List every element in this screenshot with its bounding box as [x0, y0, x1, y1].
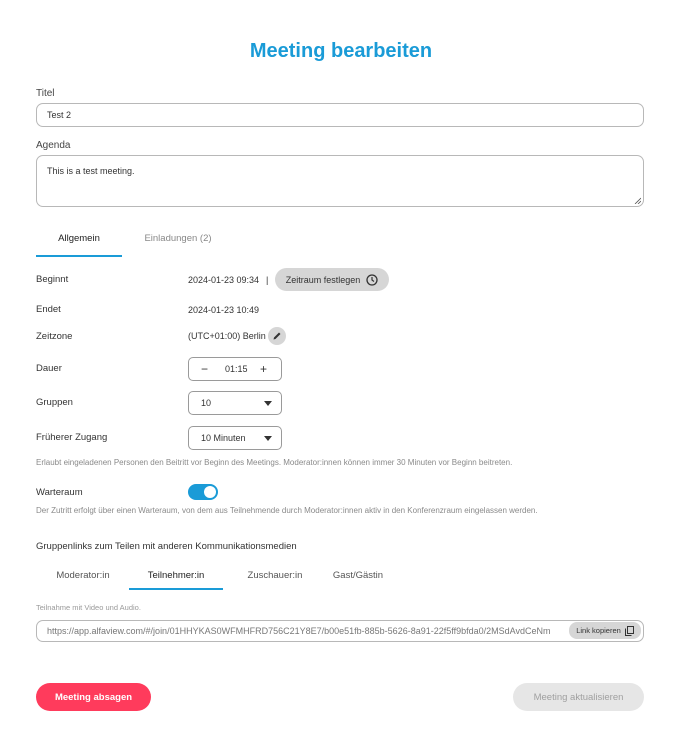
caret-down-icon	[264, 436, 272, 441]
duration-plus-button[interactable]: +	[260, 362, 268, 376]
groups-select[interactable]	[188, 391, 282, 415]
duration-minus-button[interactable]: −	[201, 362, 209, 376]
page-title: Meeting bearbeiten	[249, 40, 433, 62]
tab-zuschauer[interactable]: Zuschauer:in	[247, 570, 303, 581]
waiting-room-label: Warteraum	[36, 487, 83, 498]
begins-value: 2024-01-23 09:34	[188, 275, 260, 285]
pencil-icon	[272, 331, 282, 341]
tab-moderator[interactable]: Moderator:in	[56, 570, 110, 581]
early-access-label: Früherer Zugang	[36, 432, 108, 443]
agenda-text: This is a test meeting.	[47, 166, 135, 176]
tab-gast[interactable]: Gast/Gästin	[332, 570, 384, 581]
waiting-room-toggle[interactable]	[188, 484, 218, 500]
tab-einladungen[interactable]: Einladungen (2)	[144, 233, 212, 244]
group-link-field[interactable]	[36, 620, 644, 642]
caret-down-icon	[264, 401, 272, 406]
tab-teilnehmer[interactable]: Teilnehmer:in	[147, 570, 205, 581]
group-link-description: Teilnahme mit Video und Audio.	[36, 603, 141, 612]
cancel-meeting-button[interactable]	[36, 683, 151, 711]
clock-icon	[366, 274, 378, 286]
group-links-heading: Gruppenlinks zum Teilen mit anderen Kommunikationsmedien	[36, 541, 297, 552]
ends-label: Endet	[36, 304, 61, 315]
resize-handle-icon[interactable]	[634, 197, 641, 204]
group-link-text: https://app.alfaview.com/#/join/01HHYKAS0WFMHFRD756C21Y8E7/b00e51fb-885b-5626-8a91-22f5ff9bfda0/2MSdAvdCeNm	[47, 626, 551, 636]
cancel-meeting-label: Meeting absagen	[54, 691, 133, 703]
set-timerange-label: Zeitraum festlegen	[285, 274, 361, 285]
groups-value: 10	[201, 398, 212, 408]
duration-stepper[interactable]	[188, 357, 282, 381]
early-access-select[interactable]	[188, 426, 282, 450]
ends-value: 2024-01-23 10:49	[188, 305, 260, 315]
timezone-label: Zeitzone	[36, 331, 73, 342]
waiting-room-help: Der Zutritt erfolgt über einen Warteraum, von dem aus Teilnehmende durch Moderator:innen aktiv in den Konferenzraum eingelassen werden.	[36, 506, 538, 515]
duration-label: Dauer	[36, 363, 62, 374]
timezone-value: (UTC+01:00) Berlin	[188, 331, 266, 341]
update-meeting-label: Meeting aktualisieren	[533, 691, 624, 703]
copy-link-label: Link kopieren	[576, 626, 621, 635]
agenda-textarea[interactable]	[36, 155, 644, 207]
agenda-label: Agenda	[36, 140, 71, 151]
update-meeting-button[interactable]	[513, 683, 644, 711]
groups-label: Gruppen	[36, 397, 73, 408]
set-timerange-button[interactable]	[275, 268, 389, 291]
tab-allgemein[interactable]: Allgemein	[58, 233, 100, 244]
copy-icon	[625, 626, 634, 636]
group-tab-active-indicator	[129, 588, 223, 590]
toggle-knob	[204, 486, 216, 498]
early-access-help: Erlaubt eingeladenen Personen den Beitritt vor Beginn des Meetings. Moderator:innen können immer 30 Minuten vor Beginn beitreten.	[36, 458, 513, 467]
early-access-value: 10 Minuten	[201, 433, 246, 443]
title-label: Titel	[36, 88, 55, 99]
duration-value: 01:15	[225, 364, 248, 374]
tab-active-indicator	[36, 255, 122, 257]
edit-timezone-button[interactable]	[268, 327, 286, 345]
title-input[interactable]: Test 2	[36, 103, 644, 127]
copy-link-button[interactable]	[569, 622, 641, 639]
begins-label: Beginnt	[36, 274, 69, 285]
begins-separator: |	[266, 275, 269, 285]
